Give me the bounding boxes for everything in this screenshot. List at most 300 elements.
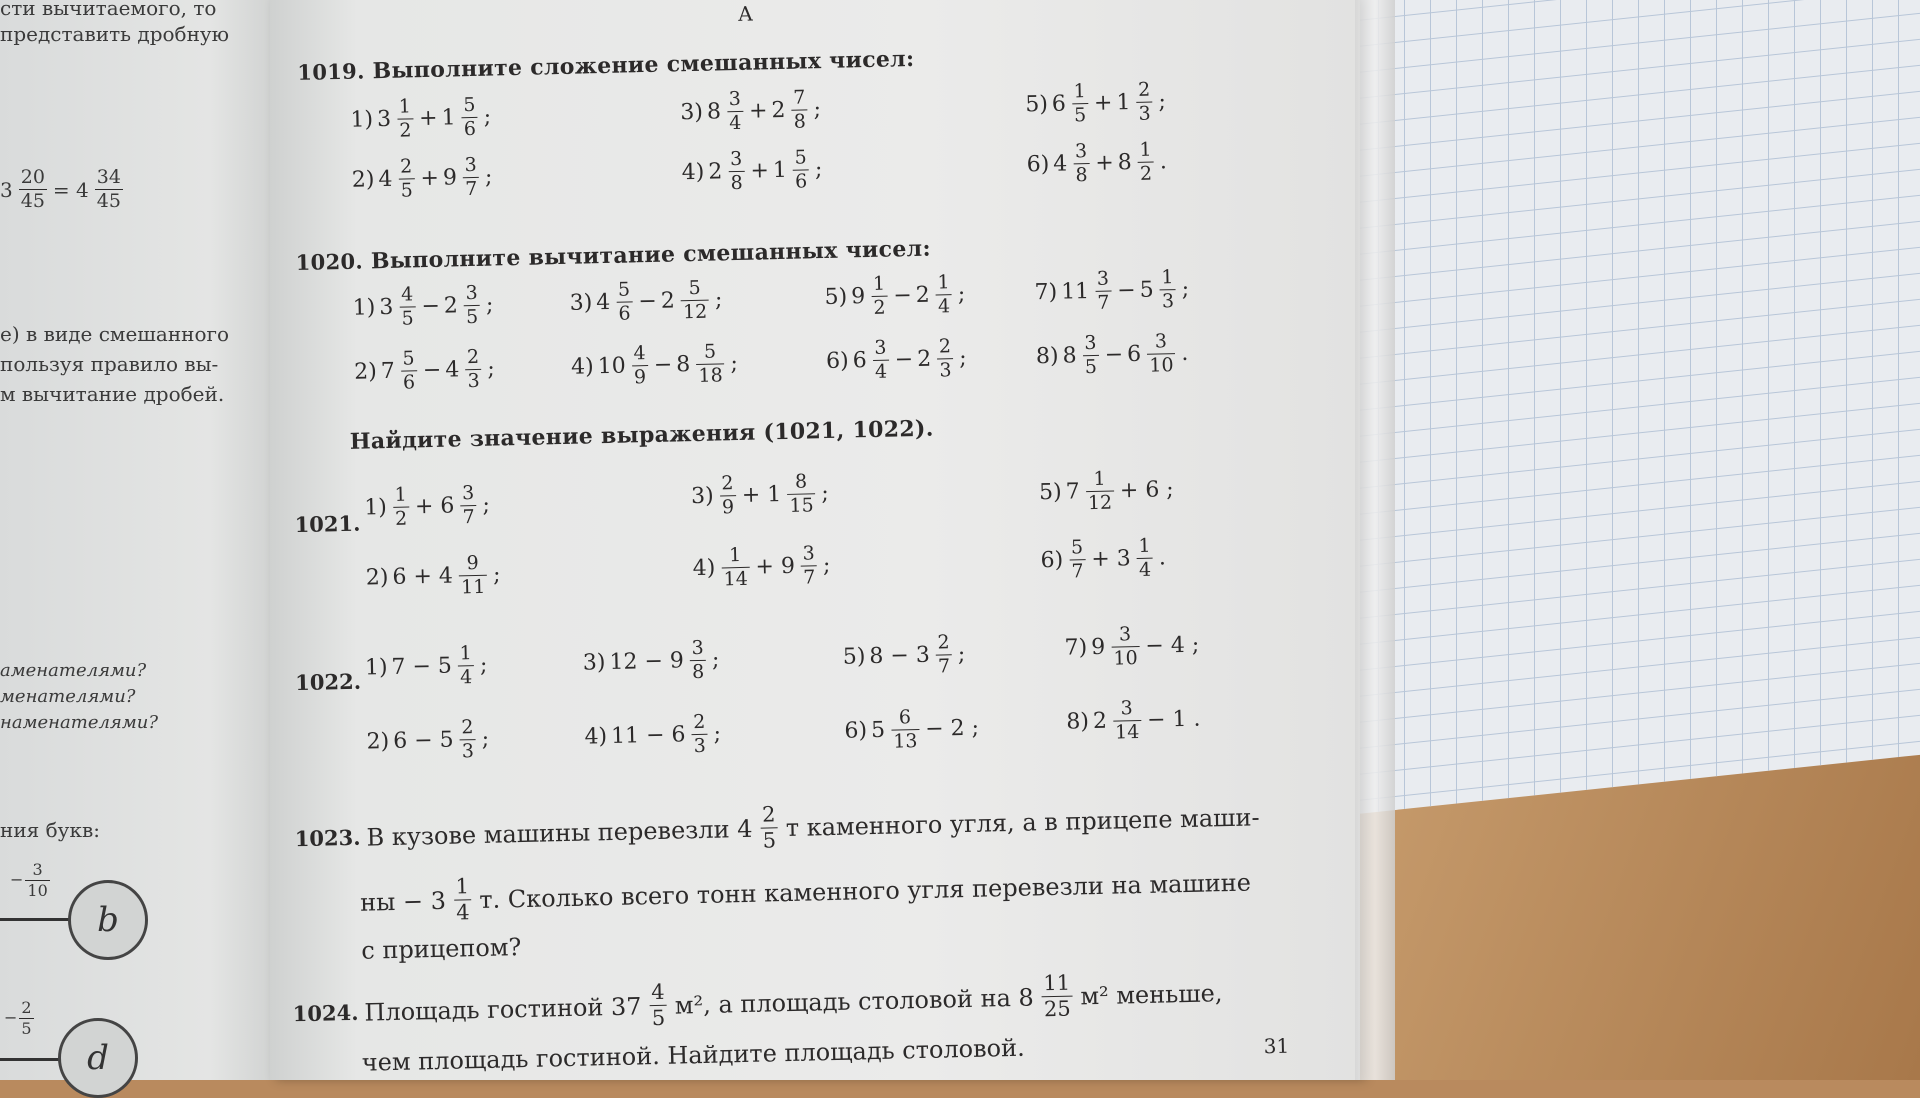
- p1019-den-2: 6: [793, 169, 810, 191]
- c2-den: 5: [21, 1019, 32, 1038]
- p1021-4-n1: 1: [728, 543, 742, 567]
- p1019-num-1: 3: [728, 87, 742, 111]
- problem-1023-line-3: с прицепом?: [361, 933, 522, 965]
- p1019-num-2: 7: [792, 86, 806, 109]
- p1019-num-1: 2: [399, 155, 413, 178]
- p1019-end: ;: [483, 104, 492, 130]
- p1020-item-1: [352, 281, 494, 330]
- p1019-frac-1: [728, 147, 745, 195]
- p1022-post: ;: [479, 652, 488, 678]
- p1019-num-1: 1: [1073, 80, 1086, 103]
- p1022-post: − 2 ;: [924, 715, 980, 742]
- p1020-den-1: 9: [632, 365, 649, 387]
- p1020-num-1: 5: [402, 347, 415, 370]
- p1021-3-n1: 2: [721, 472, 734, 495]
- p1021-5-pre: 7: [1065, 479, 1080, 505]
- problem-1024-line-1: [292, 969, 1223, 1037]
- p1022-num: 6: [898, 706, 912, 729]
- p1020-frac-1: [399, 285, 416, 328]
- p1020-den-2: 4: [936, 294, 953, 316]
- p1023-f2-den: 4: [454, 899, 472, 923]
- p1022-label: 4): [584, 724, 608, 750]
- p1021-item-3: [691, 472, 830, 518]
- p1020-whole-1: 4: [596, 289, 611, 316]
- p1020-end: ;: [714, 287, 723, 313]
- p1022-pre: 7 − 5: [391, 653, 453, 680]
- p1022-frac: [691, 710, 708, 758]
- p1023-t1: В кузове машины перевезли 4: [366, 814, 753, 852]
- p1020-num-2: 2: [938, 335, 952, 358]
- p1020-whole-1: 9: [850, 284, 866, 310]
- p1022-den: 4: [458, 665, 475, 687]
- eq-f1-num: 20: [20, 166, 45, 188]
- p1020-end: ;: [485, 292, 494, 318]
- p1020-den-1: 5: [1083, 355, 1100, 377]
- p1022-pre: 2: [1092, 708, 1108, 735]
- p1022-item-5: [842, 633, 965, 679]
- page-number: 31: [1263, 1033, 1290, 1059]
- p1020-frac-2: [463, 281, 480, 329]
- p1023-t2: т каменного угля, а в прицепе маши-: [785, 802, 1260, 842]
- c1-num: 3: [32, 860, 43, 879]
- p1019-whole-2: 2: [771, 97, 786, 124]
- p1019-den-1: 8: [1073, 163, 1090, 185]
- p1019-whole-1: 4: [1052, 151, 1068, 177]
- p1020-operator: −: [894, 347, 914, 373]
- p1019-num-2: 2: [1137, 78, 1151, 101]
- p1021-6-mid: + 3: [1091, 546, 1132, 573]
- p1023-f1-den: 5: [760, 827, 778, 851]
- p1021-1-d2: 7: [460, 505, 477, 527]
- p1020-num-1: 4: [400, 283, 414, 306]
- p1019-den-1: 4: [727, 111, 744, 133]
- p1020-operator: −: [421, 293, 441, 320]
- p1022-num: 2: [461, 716, 474, 739]
- p1022-label: 5): [842, 644, 866, 670]
- p1020-operator: −: [638, 288, 658, 315]
- p1022-frac: [1111, 625, 1140, 669]
- p1021-3-mid: + 1: [741, 482, 782, 508]
- p1022-den: 3: [692, 734, 709, 756]
- p1022-item-7: [1064, 624, 1200, 670]
- p1020-den-2: 3: [1160, 289, 1177, 311]
- p1019-whole-2: 9: [442, 165, 458, 191]
- p1020-whole-2: 8: [675, 352, 691, 378]
- problem-1024-number: 1024.: [292, 999, 359, 1027]
- p1020-num-1: 3: [874, 336, 887, 359]
- p1021-4-label: 4): [692, 555, 716, 582]
- eq-f1-den: 45: [20, 190, 45, 212]
- p1022-item-1: [364, 644, 487, 690]
- p1020-den-1: 4: [873, 360, 890, 382]
- p1021-2-label: 2): [365, 565, 389, 591]
- p1022-frac: [935, 633, 952, 676]
- p1019-frac-1: [398, 157, 415, 200]
- p1020-whole-2: 2: [443, 293, 459, 319]
- p1019-label: 5): [1025, 91, 1049, 118]
- p1020-frac-2: [680, 276, 709, 324]
- p1019-den-2: 8: [791, 109, 808, 131]
- p1024-t2: м², а площадь столовой на 8: [674, 982, 1035, 1020]
- p1019-den-2: 2: [1138, 162, 1155, 184]
- p1021-item-5: [1039, 468, 1175, 514]
- p1020-frac-1: [631, 344, 648, 387]
- p1020-num-2: 1: [1161, 266, 1174, 289]
- p1019-operator: +: [748, 98, 768, 124]
- p1022-frac: [689, 636, 706, 684]
- p1020-frac-1: [400, 349, 417, 392]
- p1019-end: .: [1159, 149, 1168, 175]
- problem-1021-number: 1021.: [294, 510, 361, 538]
- left-line-4: пользуя правило вы-: [0, 352, 219, 376]
- problem-1020-header: [295, 236, 931, 276]
- p1022-post: − 4 ;: [1145, 632, 1200, 659]
- p1021-6-n1: 5: [1070, 536, 1084, 559]
- p1020-den-2: 10: [1147, 353, 1176, 376]
- p1020-end: .: [1181, 340, 1189, 366]
- p1019-item-1: [350, 93, 492, 142]
- p1020-den-1: 7: [1095, 291, 1112, 313]
- p1019-num-2: 1: [1139, 138, 1152, 161]
- p1022-den: 14: [1113, 720, 1142, 743]
- p1019-frac-2: [792, 148, 809, 191]
- p1020-num-2: 5: [688, 276, 701, 300]
- p1022-item-6: [844, 707, 980, 753]
- p1019-item-3: [680, 88, 822, 134]
- p1019-whole-1: 6: [1051, 91, 1067, 117]
- p1020-whole-1: 11: [1060, 279, 1090, 305]
- p1020-operator: −: [1104, 342, 1124, 368]
- p1024-f1-den: 5: [649, 1005, 667, 1029]
- p1019-operator: +: [420, 165, 440, 192]
- left-line-3: е) в виде смешанного: [0, 322, 230, 346]
- problem-1020-number: 1020.: [295, 248, 364, 276]
- p1022-pre: 8 − 3: [869, 642, 931, 670]
- p1019-frac-1: [397, 97, 414, 140]
- p1020-item-2: [353, 345, 496, 394]
- p1020-label: 6): [825, 348, 849, 375]
- p1020-frac-2: [1159, 268, 1176, 311]
- p1021-4-d2: 7: [801, 565, 818, 587]
- p1019-whole-1: 8: [706, 99, 722, 125]
- p1019-num-2: 5: [463, 93, 476, 117]
- problem-1023-number: 1023.: [294, 824, 361, 852]
- problem-1020-title: Выполните вычитание смешанных чисел:: [370, 235, 932, 275]
- p1021-5-n: 1: [1093, 467, 1106, 490]
- p1020-num-1: 5: [617, 278, 631, 301]
- p1021-5-label: 5): [1038, 479, 1062, 506]
- eq-f2-num: 34: [96, 166, 121, 188]
- left-line-5: м вычитание дробей.: [0, 382, 225, 406]
- p1022-num: 2: [937, 631, 950, 654]
- p1020-label: 8): [1035, 343, 1059, 370]
- p1021-6-n2: 1: [1138, 534, 1151, 557]
- problem-1024-line-2: чем площадь гостиной. Найдите площадь столовой.: [361, 1033, 1025, 1077]
- circle-d-frac: − $\frac{2}{5}$: [4, 998, 32, 1038]
- circle-b-frac: − $\frac{3}{10}$: [10, 860, 48, 900]
- p1020-label: 2): [353, 359, 378, 385]
- p1022-item-8: [1066, 698, 1201, 744]
- problem-1023-line-2: [360, 859, 1252, 926]
- p1019-frac-1: [1071, 82, 1088, 125]
- p1021-1-n2: 3: [461, 482, 475, 505]
- p1020-den-1: 5: [399, 306, 416, 328]
- p1022-num: 3: [1118, 623, 1132, 646]
- p1020-operator: −: [422, 357, 442, 384]
- p1020-den-2: 3: [937, 358, 954, 380]
- p1019-num-2: 3: [464, 153, 478, 177]
- p1021-4-mid: + 9: [755, 553, 796, 580]
- eq-f2-den: 45: [96, 190, 121, 212]
- p1019-num-1: 1: [398, 95, 412, 118]
- find-value-title: Найдите значение выражения (1021, 1022).: [349, 415, 934, 455]
- p1020-operator: −: [653, 352, 673, 378]
- p1024-f2-den: 25: [1042, 996, 1073, 1021]
- p1021-1-mid: + 6: [414, 493, 455, 520]
- left-q4: ния букв:: [0, 818, 100, 842]
- p1021-item-4: [692, 544, 831, 590]
- p1022-num: 1: [459, 642, 472, 665]
- p1020-operator: −: [1116, 277, 1136, 304]
- p1019-label: 6): [1026, 151, 1050, 178]
- p1019-operator: +: [1095, 150, 1115, 176]
- p1019-label: 4): [681, 159, 705, 186]
- p1019-den-1: 8: [728, 171, 745, 193]
- p1020-whole-1: 8: [1062, 343, 1077, 369]
- p1021-1-end: ;: [482, 492, 491, 518]
- p1020-num-2: 5: [703, 340, 717, 363]
- p1021-3-label: 3): [690, 483, 714, 510]
- left-q3: наменателями?: [0, 712, 159, 733]
- p1019-item-5: [1025, 80, 1167, 126]
- p1022-label: 6): [844, 718, 868, 744]
- p1020-frac-2: [937, 337, 954, 380]
- p1022-frac: [457, 644, 474, 687]
- p1019-num-2: 5: [794, 146, 807, 169]
- p1019-den-2: 7: [463, 177, 480, 199]
- p1022-pre: 12 − 9: [609, 648, 685, 676]
- p1019-whole-2: 1: [1116, 90, 1131, 116]
- p1020-num-2: 1: [937, 271, 950, 294]
- p1024-f1-num: 4: [650, 979, 665, 1005]
- p1022-frac: [459, 718, 476, 761]
- p1020-end: ;: [1181, 276, 1190, 302]
- p1020-num-1: 1: [872, 272, 886, 295]
- p1019-den-1: 5: [398, 178, 415, 200]
- p1022-pre: 6 − 5: [392, 727, 454, 754]
- p1020-num-2: 3: [1154, 330, 1168, 353]
- p1022-item-2: [366, 718, 489, 764]
- p1022-frac: [891, 708, 920, 752]
- p1020-whole-2: 2: [915, 282, 931, 308]
- p1019-whole-1: 3: [376, 106, 392, 133]
- p1021-3-end: ;: [821, 480, 830, 507]
- p1020-whole-1: 10: [597, 353, 627, 380]
- p1020-frac-2: [465, 345, 482, 393]
- problem-1023-line-1: [294, 793, 1260, 862]
- p1020-item-6: [826, 337, 968, 383]
- p1021-3-d1: 9: [720, 495, 737, 517]
- p1020-whole-2: 4: [445, 357, 460, 383]
- p1021-5-d: 12: [1086, 491, 1115, 514]
- p1019-whole-2: 1: [441, 105, 456, 131]
- p1023-t3: ны − 3: [359, 886, 447, 917]
- p1019-frac-2: [1136, 78, 1153, 125]
- p1023-t4: т. Сколько всего тонн каменного угля перевезли на машине: [478, 868, 1252, 914]
- p1022-label: 7): [1064, 635, 1088, 661]
- p1019-den-2: 6: [462, 117, 479, 139]
- p1022-num: 3: [691, 636, 704, 660]
- p1021-6-d2: 4: [1137, 558, 1154, 580]
- p1021-3-d2: 15: [787, 493, 816, 516]
- problem-1019-number: 1019.: [297, 58, 365, 85]
- p1021-1-n1: 1: [394, 483, 407, 506]
- p1023-f1-num: 2: [761, 802, 776, 827]
- p1022-post: − 1 .: [1146, 706, 1201, 733]
- p1020-end: ;: [958, 345, 967, 371]
- p1020-den-2: 5: [464, 305, 481, 327]
- p1022-den: 8: [690, 660, 707, 682]
- p1019-label: 3): [680, 99, 704, 126]
- left-line-1: сти вычитаемого, то: [0, 0, 217, 20]
- p1020-whole-1: 3: [379, 294, 394, 321]
- p1020-operator: −: [893, 283, 913, 309]
- p1021-2-n: 9: [466, 551, 479, 575]
- p1021-1-d1: 2: [393, 507, 410, 529]
- p1020-end: ;: [487, 356, 496, 382]
- p1022-label: 2): [366, 729, 390, 755]
- p1021-4-d1: 14: [721, 567, 750, 590]
- p1022-den: 3: [460, 739, 477, 761]
- p1021-6-end: .: [1158, 545, 1167, 571]
- eq-prefix: 3: [0, 177, 13, 202]
- circle-b-letter: b: [97, 900, 119, 940]
- p1020-num-2: 3: [465, 281, 478, 305]
- p1024-f2-num: 11: [1043, 970, 1071, 996]
- p1021-item-6: [1040, 536, 1166, 582]
- eq-mid: = 4: [52, 177, 89, 202]
- p1020-end: ;: [957, 281, 966, 308]
- p1019-end: ;: [1158, 89, 1167, 115]
- p1020-frac-1: [1082, 331, 1099, 379]
- p1022-post: ;: [711, 647, 720, 673]
- p1021-6-d1: 7: [1069, 559, 1086, 581]
- p1020-item-8: [1036, 332, 1189, 378]
- p1020-frac-2: [935, 273, 952, 316]
- p1022-den: 10: [1111, 646, 1140, 669]
- p1020-whole-2: 2: [916, 346, 932, 372]
- p1022-item-3: [582, 636, 720, 685]
- p1022-label: 3): [582, 650, 606, 676]
- p1022-post: ;: [481, 726, 490, 752]
- p1019-whole-1: 4: [378, 166, 393, 193]
- p1021-3-n2: 8: [794, 470, 808, 493]
- p1019-end: ;: [814, 157, 823, 183]
- p1020-item-5: [824, 273, 966, 319]
- p1019-frac-2: [461, 93, 478, 141]
- p1020-num-1: 3: [1096, 267, 1110, 290]
- c2-num: 2: [21, 998, 32, 1017]
- p1020-num-1: 3: [1084, 331, 1097, 355]
- p1021-2-end: ;: [492, 562, 501, 588]
- p1019-whole-2: 1: [772, 157, 788, 184]
- p1022-num: 2: [692, 710, 706, 734]
- p1020-whole-1: 6: [852, 348, 867, 374]
- p1021-6-label: 6): [1040, 547, 1064, 574]
- p1021-4-end: ;: [822, 552, 831, 579]
- p1019-den-2: 3: [1136, 102, 1153, 124]
- p1020-item-7: [1034, 268, 1190, 314]
- p1022-label: 1): [364, 655, 388, 681]
- header-letter: A: [737, 1, 753, 26]
- p1019-frac-1: [1073, 142, 1090, 185]
- p1020-label: 5): [824, 284, 848, 311]
- p1023-f2-num: 1: [455, 874, 470, 899]
- p1020-whole-2: 2: [660, 288, 676, 314]
- p1021-item-2: [365, 553, 501, 599]
- p1020-whole-2: 6: [1126, 341, 1142, 368]
- p1020-label: 3): [569, 290, 593, 316]
- p1021-2-pre: 6 + 4: [392, 563, 454, 590]
- p1020-whole-1: 7: [380, 358, 396, 385]
- circle-d-letter: d: [87, 1038, 109, 1078]
- p1020-item-4: [571, 342, 739, 389]
- p1022-frac: [1112, 699, 1141, 743]
- p1020-num-2: 2: [466, 345, 480, 369]
- p1019-item-6: [1026, 140, 1167, 186]
- p1019-frac-2: [1137, 138, 1154, 185]
- problem-1022-number: 1022.: [294, 668, 362, 696]
- p1019-end: ;: [813, 97, 822, 123]
- p1019-frac-2: [791, 88, 808, 131]
- p1019-label: 1): [350, 107, 374, 133]
- p1019-item-2: [351, 153, 493, 202]
- p1019-frac-1: [726, 87, 743, 135]
- p1020-den-1: 6: [401, 370, 418, 392]
- p1020-den-1: 6: [616, 301, 633, 323]
- p1024-t3: м² меньше,: [1080, 978, 1223, 1010]
- p1019-operator: +: [418, 105, 438, 132]
- p1019-end: ;: [484, 164, 493, 190]
- p1019-num-1: 3: [1074, 140, 1088, 163]
- p1020-label: 7): [1034, 279, 1058, 306]
- p1020-frac-1: [872, 336, 889, 383]
- p1021-1-label: 1): [364, 495, 388, 521]
- p1019-operator: +: [750, 158, 770, 184]
- p1020-label: 1): [352, 295, 376, 321]
- p1020-frac-1: [871, 272, 888, 319]
- problem-1019-title: Выполните сложение смешанных чисел:: [372, 45, 915, 85]
- left-line-2: представить дробную: [0, 22, 230, 46]
- p1020-num-1: 4: [633, 342, 646, 365]
- p1019-den-1: 5: [1072, 103, 1089, 125]
- p1022-item-4: [584, 710, 722, 759]
- problem-1019-header: [297, 46, 915, 86]
- p1020-frac-1: [1095, 267, 1112, 314]
- p1022-label: 8): [1066, 709, 1090, 735]
- p1022-den: 13: [891, 729, 920, 752]
- p1022-post: ;: [713, 721, 722, 747]
- p1020-den-2: 3: [465, 369, 482, 391]
- p1021-item-1: [364, 484, 491, 530]
- p1019-label: 2): [351, 167, 375, 193]
- p1022-num: 3: [1120, 697, 1134, 720]
- left-q2: менателями?: [0, 686, 136, 707]
- p1020-whole-2: 5: [1139, 277, 1154, 303]
- p1019-frac-2: [462, 153, 479, 201]
- p1019-den-1: 2: [397, 118, 414, 140]
- p1021-4-n2: 3: [802, 542, 815, 565]
